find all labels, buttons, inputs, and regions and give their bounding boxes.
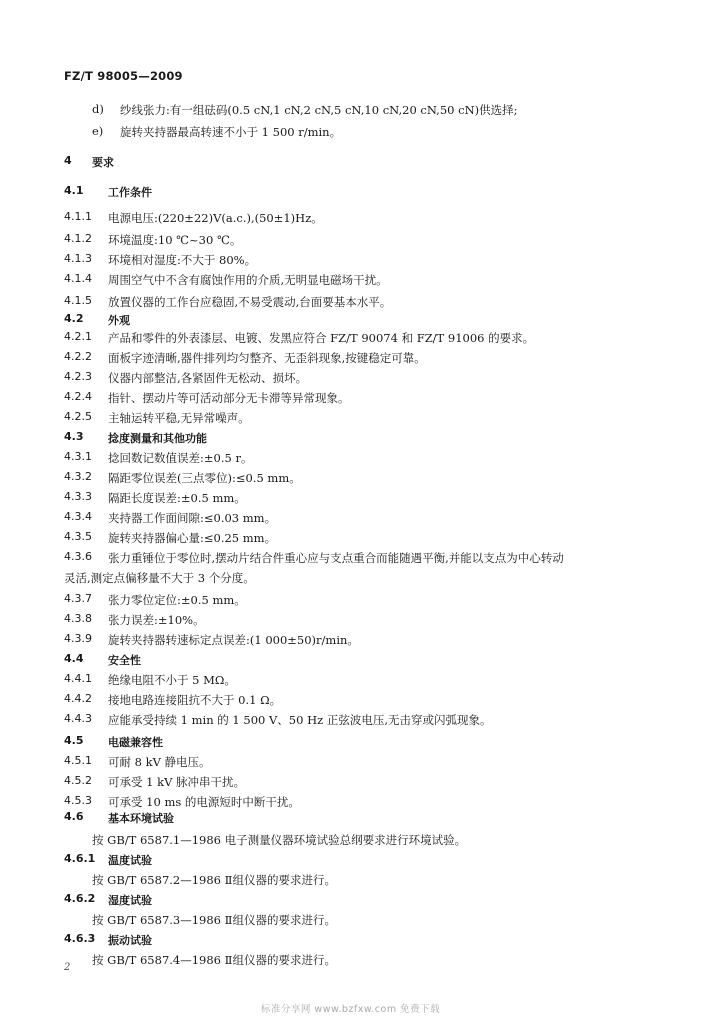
clause-number: 4.2.3 — [64, 370, 92, 383]
clause-text: 可承受 10 ms 的电源短时中断干扰。 — [108, 795, 300, 809]
clause-number: 4.3.6 — [64, 550, 92, 563]
clause-heading: 外观 — [108, 314, 130, 327]
clause-number: 4.3.3 — [64, 490, 92, 503]
clause-text: 电源电压:(220±22)V(a.c.),(50±1)Hz。 — [108, 211, 323, 225]
clause-number: 4.1.3 — [64, 252, 92, 265]
clause-text: 旋转夹持器转速标定点误差:(1 000±50)r/min。 — [108, 633, 359, 647]
clause-number: 4.3.8 — [64, 612, 92, 625]
clause-text: 主轴运转平稳,无异常噪声。 — [108, 411, 250, 425]
clause-number: 4.5.1 — [64, 754, 92, 767]
clause-text: 旋转夹持器偏心量:≤0.25 mm。 — [108, 531, 277, 545]
clause-number: 4.4.3 — [64, 712, 92, 725]
list-item-text: 旋转夹持器最高转速不小于 1 500 r/min。 — [120, 125, 342, 139]
clause-text: 绝缘电阻不小于 5 MΩ。 — [108, 673, 236, 687]
clause-text: 产品和零件的外表漆层、电镀、发黑应符合 FZ/T 90074 和 FZ/T 91006 的要求。 — [108, 331, 535, 345]
clause-text: 环境温度:10 ℃~30 ℃。 — [108, 233, 242, 247]
clause-text: 环境相对湿度:不大于 80%。 — [108, 253, 257, 267]
clause-heading: 湿度试验 — [108, 894, 152, 907]
clause-number: 4.3.4 — [64, 510, 92, 523]
clause-number: 4.1.2 — [64, 232, 92, 245]
clause-text: 隔距长度误差:±0.5 mm。 — [108, 491, 246, 505]
clause-text: 接地电路连接阻抗不大于 0.1 Ω。 — [108, 693, 282, 707]
clause-text: 隔距零位误差(三点零位):≤0.5 mm。 — [108, 471, 301, 485]
clause-text: 指针、摆动片等可活动部分无卡滞等异常现象。 — [108, 391, 350, 405]
clause-text: 应能承受持续 1 min 的 1 500 V、50 Hz 正弦波电压,无击穿或闪弧现象。 — [108, 713, 492, 727]
clause-number: 4.1.4 — [64, 272, 92, 285]
clause-number: 4.6.2 — [64, 892, 96, 905]
clause-number: 4.4.1 — [64, 672, 92, 685]
clause-number: 4.1.5 — [64, 294, 92, 307]
clause-number: 4.6.3 — [64, 932, 96, 945]
clause-text: 面板字迹清晰,器件排列均匀整齐、无歪斜现象,按键稳定可靠。 — [108, 351, 426, 365]
clause-number: 4.6 — [64, 810, 84, 823]
clause-number: 4.3.7 — [64, 592, 92, 605]
clause-number: 4.2.5 — [64, 410, 92, 423]
clause-number: 4.5.2 — [64, 774, 92, 787]
clause-text: 仪器内部整洁,各紧固件无松动、损坏。 — [108, 371, 308, 385]
clause-heading: 温度试验 — [108, 854, 152, 867]
clause-text: 按 GB/T 6587.1—1986 电子测量仪器环境试验总纲要求进行环境试验。 — [92, 833, 467, 847]
clause-number: 4.2.2 — [64, 350, 92, 363]
clause-number: 4 — [64, 154, 72, 167]
list-item-text: 纱线张力:有一组砝码(0.5 cN,1 cN,2 cN,5 cN,10 cN,20 cN,50 cN)供选择; — [120, 103, 518, 117]
clause-text: 周围空气中不含有腐蚀作用的介质,无明显电磁场干扰。 — [108, 273, 388, 287]
clause-text: 张力零位定位:±0.5 mm。 — [108, 593, 246, 607]
clause-number: 4.2.4 — [64, 390, 92, 403]
clause-number: 4.2.1 — [64, 330, 92, 343]
list-marker: d) — [92, 102, 104, 116]
clause-heading: 电磁兼容性 — [108, 736, 163, 749]
clause-text: 可耐 8 kV 静电压。 — [108, 755, 211, 769]
clause-number: 4.3.5 — [64, 530, 92, 543]
clause-number: 4.3.1 — [64, 450, 92, 463]
clause-heading: 工作条件 — [108, 186, 152, 199]
clause-number: 4.4 — [64, 652, 84, 665]
clause-text: 按 GB/T 6587.4—1986 Ⅱ组仪器的要求进行。 — [92, 953, 336, 967]
clause-number: 4.1.1 — [64, 210, 92, 223]
clause-text: 灵活,测定点偏移量不大于 3 个分度。 — [64, 571, 255, 585]
clause-number: 4.6.1 — [64, 852, 96, 865]
page-number: 2 — [64, 962, 71, 973]
clause-text: 按 GB/T 6587.2—1986 Ⅱ组仪器的要求进行。 — [92, 873, 336, 887]
clause-number: 4.5 — [64, 734, 84, 747]
clause-text: 可承受 1 kV 脉冲串干扰。 — [108, 775, 246, 789]
clause-number: 4.4.2 — [64, 692, 92, 705]
list-marker: e) — [92, 124, 104, 138]
clause-number: 4.3.9 — [64, 632, 92, 645]
clause-text: 张力误差:±10%。 — [108, 613, 205, 627]
clause-number: 4.3 — [64, 430, 84, 443]
clause-heading: 安全性 — [108, 654, 141, 667]
clause-text: 张力重锤位于零位时,摆动片结合件重心应与支点重合而能随遇平衡,并能以支点为中心转动 — [108, 551, 564, 565]
watermark-text: 标准分享网 www.bzfxw.com 免费下载 — [260, 1004, 441, 1015]
clause-text: 夹持器工作面间隙:≤0.03 mm。 — [108, 511, 277, 525]
clause-heading: 捻度测量和其他功能 — [108, 432, 207, 445]
clause-heading: 振动试验 — [108, 934, 152, 947]
clause-number: 4.5.3 — [64, 794, 92, 807]
clause-heading: 基本环境试验 — [108, 812, 174, 825]
clause-number: 4.2 — [64, 312, 84, 325]
clause-heading: 要求 — [92, 156, 114, 169]
clause-text: 按 GB/T 6587.3—1986 Ⅱ组仪器的要求进行。 — [92, 913, 336, 927]
clause-number: 4.3.2 — [64, 470, 92, 483]
clause-number: 4.1 — [64, 184, 84, 197]
clause-text: 捻回数记数值误差:±0.5 r。 — [108, 451, 253, 465]
clause-text: 放置仪器的工作台应稳固,不易受震动,台面要基本水平。 — [108, 295, 392, 309]
standard-code-header: FZ/T 98005—2009 — [64, 69, 183, 83]
